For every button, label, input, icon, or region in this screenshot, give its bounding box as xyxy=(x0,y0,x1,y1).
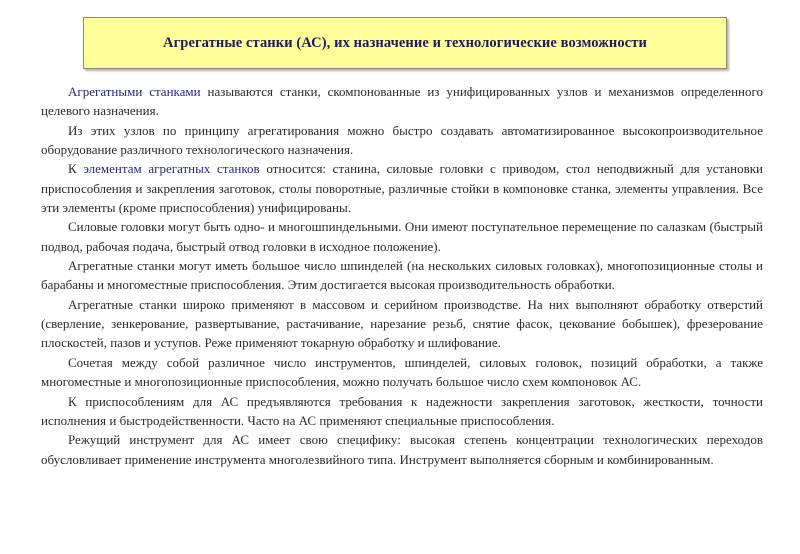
paragraph-text: Из этих узлов по принципу агрегатирования можно быстро создавать автоматизированное высокопроизводительное оборудование различного технологического назначения. xyxy=(41,122,763,158)
paragraph xyxy=(41,295,763,353)
paragraph xyxy=(41,217,763,256)
paragraph xyxy=(41,159,763,217)
paragraph-text: К приспособлениям для АС предъявляются требования к надежности закрепления заготовок, жесткости, точности исполнения и быстродейственности. Часто на АС применяют специальные приспособления. xyxy=(41,393,763,428)
paragraph-text: Режущий инструмент для АС имеет свою специфику: высокая степень концентрации технологических переходов обусловливает применение инструмента многолезвийного типа. Инструмент выполняется сборным и комбинированным. xyxy=(41,432,763,467)
paragraph xyxy=(41,256,763,295)
paragraph-text: Агрегатные станки могут иметь большое число шпинделей (на нескольких силовых головках), многопозиционные столы и барабаны и многоместные приспособления. Этим достигается высокая производительность обработки. xyxy=(41,258,763,293)
paragraph-prefix: К xyxy=(68,161,84,177)
paragraph xyxy=(41,82,763,121)
paragraph-text: Силовые головки могут быть одно- и многошпиндельными. Они имеют поступательное перемещение по салазкам (быстрый подвод, рабочая подача, быстрый отвод головки в исходное положение). xyxy=(41,219,763,254)
paragraph xyxy=(41,353,763,392)
paragraph-text: Агрегатные станки широко применяют в массовом и серийном производстве. На них выполняют обработку отверстий (сверление, зенкерование, развертывание, растачивание, нарезание резьб, снятие фасок, цекование бобышек), фрезерование плоскостей, пазов и уступов. Реже применяют токарную обработку и шлифование. xyxy=(41,296,763,351)
paragraph-text: относится: станина, силовые головки с приводом, стол неподвижный для установки приспособления и закрепления заготовок, столы поворотные, различные стойки в компоновке станка, элементы управления. Все эти элементы (кроме приспособления) унифицированы. xyxy=(41,161,764,216)
paragraph-text: называются станки, скомпонованные из унифицированных узлов и механизмов определенного целевого назначения. xyxy=(41,84,763,119)
paragraph xyxy=(41,392,763,431)
slide-title: Агрегатные станки (АС), их назначение и технологические возможности xyxy=(163,34,647,51)
paragraph-text: Сочетая между собой различное число инструментов, шпинделей, силовых головок, позиций обработки, а также многоместные и многопозиционные приспособления, можно получать большое число схем компоновок АС. xyxy=(41,354,763,390)
highlighted-term: элементам агрегатных станков xyxy=(83,161,260,177)
body-text xyxy=(41,82,763,469)
highlighted-term: Агрегатными станками xyxy=(68,84,201,99)
title-box xyxy=(83,17,727,69)
paragraph xyxy=(41,430,763,469)
paragraph xyxy=(41,121,763,160)
